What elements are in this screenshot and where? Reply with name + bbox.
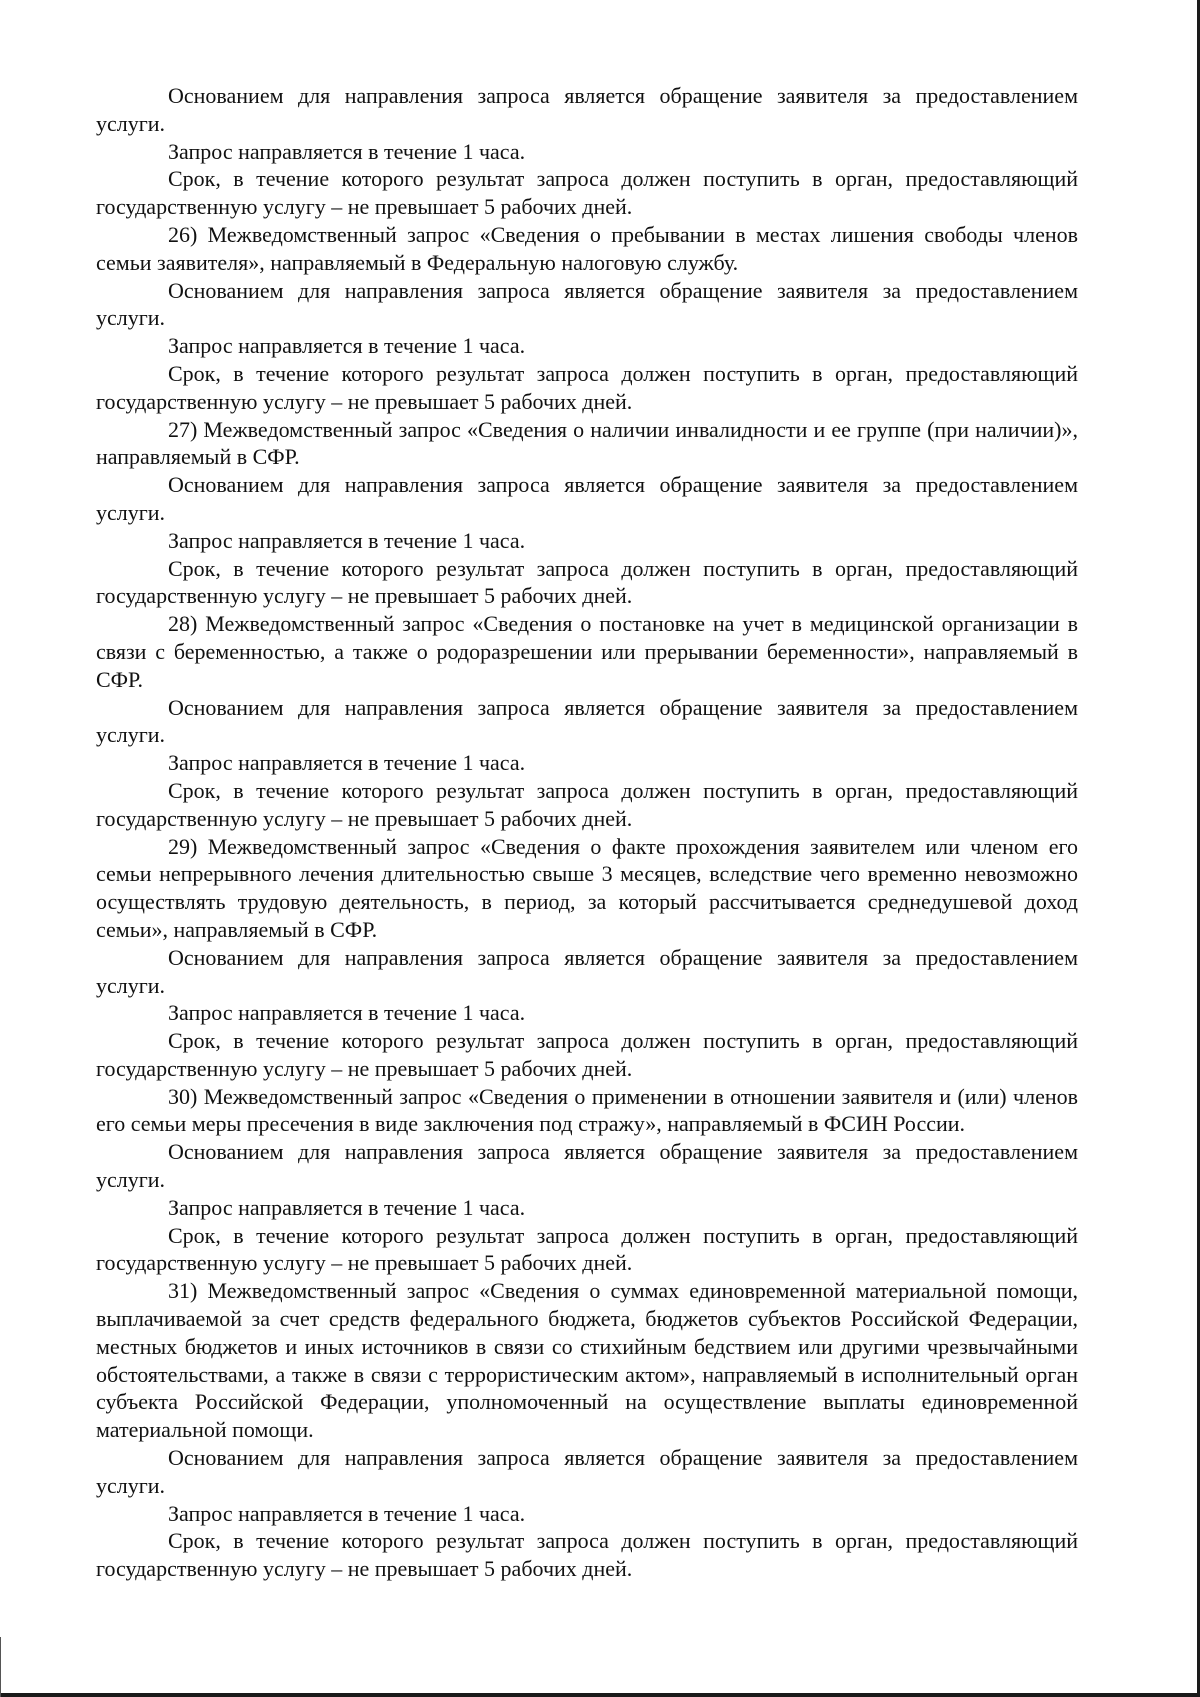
paragraph: 28) Межведомственный запрос «Сведения о постановке на учет в медицинской организации в связи с беременностью, а также о родоразрешении или прерывании беременности», направляемый в СФР. — [96, 611, 1078, 692]
paragraph: Срок, в течение которого результат запроса должен поступить в орган, предоставляющий государственную услугу – не превышает 5 рабочих дней. — [96, 166, 1078, 220]
paragraph: Основанием для направления запроса является обращение заявителя за предоставлением услуги. — [96, 277, 1078, 331]
paragraph: 26) Межведомственный запрос «Сведения о пребывании в местах лишения свободы членов семьи заявителя», направляемый в Федеральную налоговую службу. — [96, 221, 1078, 275]
paragraph: Срок, в течение которого результат запроса должен поступить в орган, предоставляющий государственную услугу – не превышает 5 рабочих дней. — [96, 360, 1078, 414]
paragraph: Срок, в течение которого результат запроса должен поступить в орган, предоставляющий государственную услугу – не превышает 5 рабочих дней. — [96, 1028, 1078, 1081]
paragraph: Запрос направляется в течение 1 часа. — [168, 1000, 526, 1026]
paragraph: Запрос направляется в течение 1 часа. — [168, 1500, 526, 1526]
paragraph: Основанием для направления запроса является обращение заявителя за предоставлением услуги. — [96, 694, 1078, 748]
paragraph: 29) Межведомственный запрос «Сведения о факте прохождения заявителем или членом его семьи непрерывного лечения длительностью свыше 3 месяцев, вследствие чего временно невозможно осуществлять трудовую деятельность, в период, за который рассчитывается среднедушевой доход семьи», направляемый в СФР. — [96, 833, 1078, 942]
paragraph: Запрос направляется в течение 1 часа. — [168, 333, 526, 359]
paragraph: Основанием для направления запроса является обращение заявителя за предоставлением услуги. — [96, 944, 1078, 998]
paragraph: Основанием для направления запроса является обращение заявителя за предоставлением услуги. — [96, 472, 1078, 525]
paragraph: 27) Межведомственный запрос «Сведения о наличии инвалидности и ее группе (при наличии)», направляемый в СФР. — [96, 416, 1078, 470]
paragraph: Срок, в течение которого результат запроса должен поступить в орган, предоставляющий государственную услугу – не превышает 5 рабочих дней. — [96, 777, 1078, 831]
scan-edge-left — [0, 1637, 1, 1697]
paragraph: 30) Межведомственный запрос «Сведения о применении в отношении заявителя и (или) членов его семьи меры пресечения в виде заключения под стражу», направляемый в ФСИН России. — [96, 1083, 1078, 1137]
paragraph: Запрос направляется в течение 1 часа. — [168, 750, 526, 776]
paragraph: Основанием для направления запроса является обращение заявителя за предоставлением услуги. — [96, 1139, 1078, 1193]
paragraph: 31) Межведомственный запрос «Сведения о суммах единовременной материальной помощи, выплачиваемой за счет средств федерального бюджета, бюджетов субъектов Российской Федерации, местных бюджетов и иных источников в связи со стихийным бедствием или другими чрезвычайными обстоятельствами, а также в связи с террористическим актом», направляемый в исполнительный орган субъекта Российской Федерации, уполномоченный на осуществление выплаты единовременной материальной помощи. — [96, 1278, 1078, 1443]
paragraph: Основанием для направления запроса является обращение заявителя за предоставлением услуги. — [96, 1445, 1078, 1498]
paragraph: Запрос направляется в течение 1 часа. — [168, 1194, 526, 1220]
paragraph: Срок, в течение которого результат запроса должен поступить в орган, предоставляющий государственную услугу – не превышает 5 рабочих дней. — [96, 1222, 1078, 1276]
paragraph: Запрос направляется в течение 1 часа. — [168, 138, 526, 164]
paragraph: Срок, в течение которого результат запроса должен поступить в орган, предоставляющий государственную услугу – не превышает 5 рабочих дней. — [96, 555, 1078, 609]
document-body — [96, 82, 1078, 1583]
paragraph: Запрос направляется в течение 1 часа. — [168, 527, 526, 553]
paragraph: Основанием для направления запроса является обращение заявителя за предоставлением услуги. — [96, 83, 1078, 136]
scan-edge-bottom — [0, 1693, 1200, 1697]
paragraph: Срок, в течение которого результат запроса должен поступить в орган, предоставляющий государственную услугу – не превышает 5 рабочих дней. — [96, 1528, 1078, 1582]
